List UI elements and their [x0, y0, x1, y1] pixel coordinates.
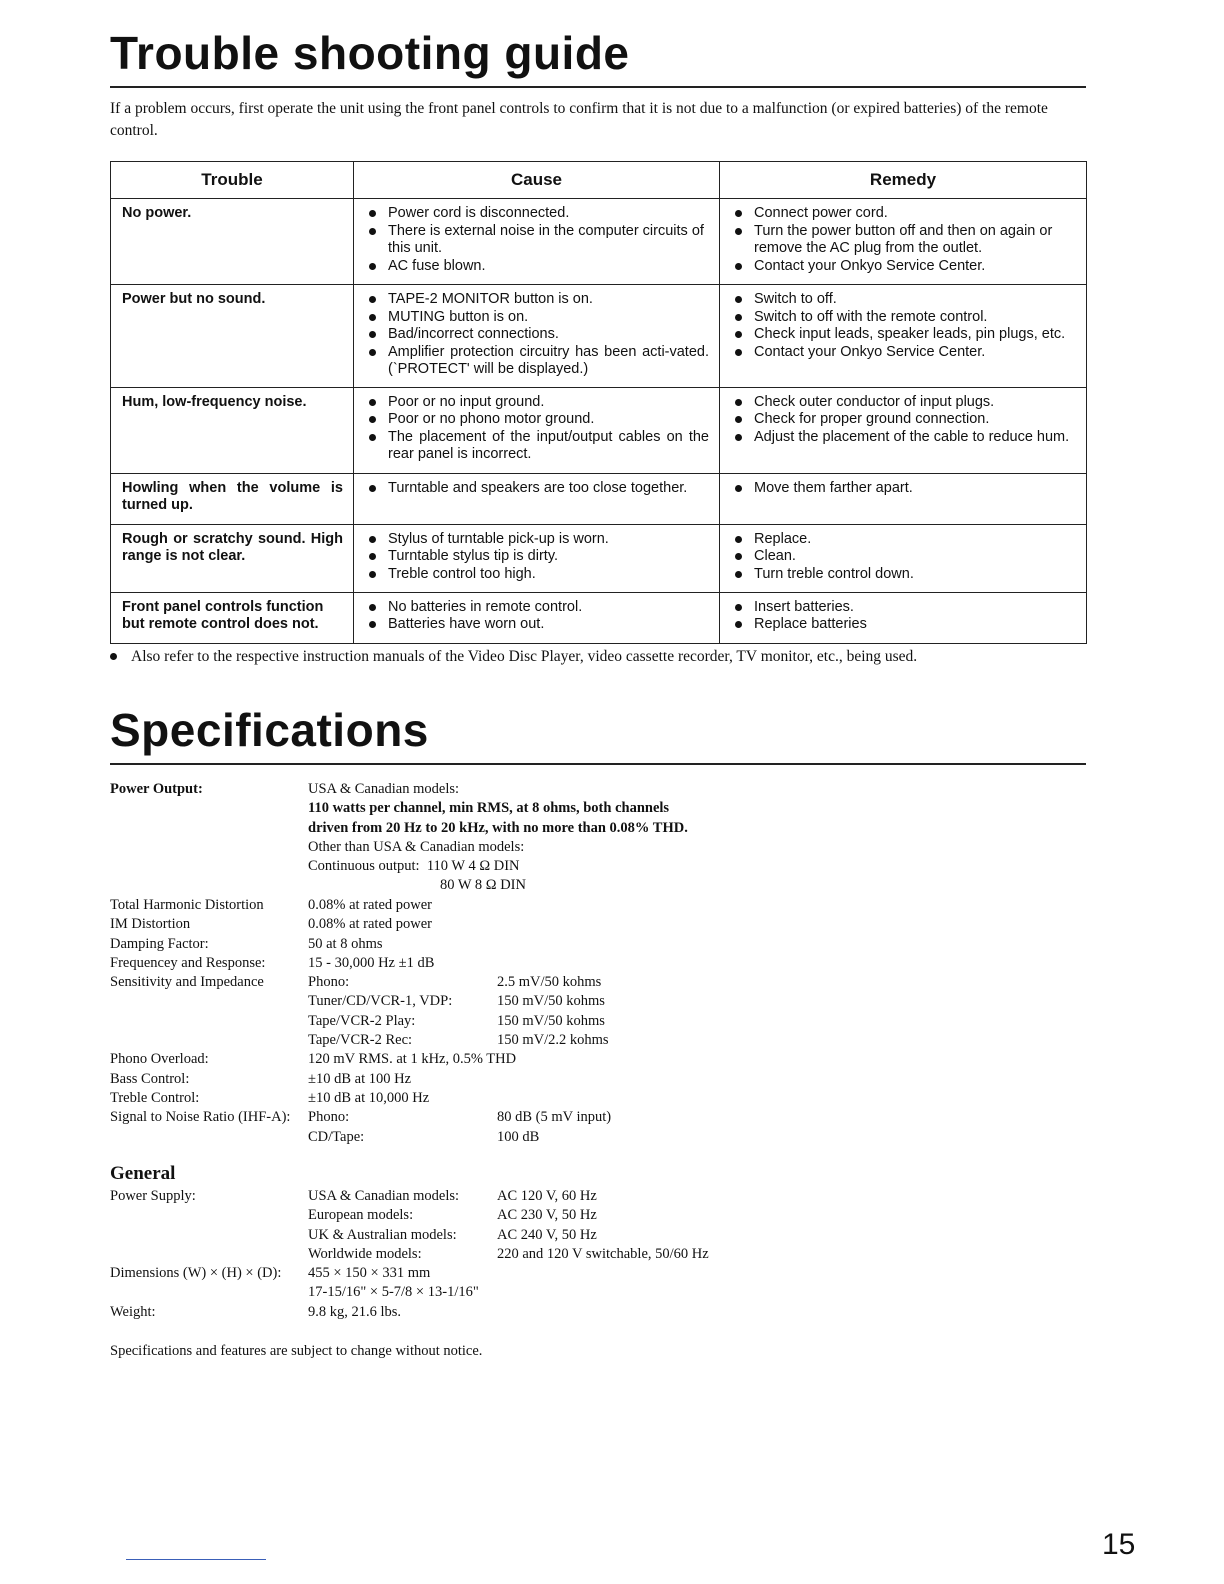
bullet-icon: [110, 653, 117, 660]
list-item: Insert batteries.: [730, 599, 1076, 617]
spec-value: Continuous output: 110 W 4 Ω DIN: [308, 858, 520, 875]
cause-cell: [354, 387, 720, 473]
list-item: Check input leads, speaker leads, pin plugs, etc.: [730, 326, 1076, 344]
spec-value: 15 - 30,000 Hz ±1 dB: [308, 954, 435, 971]
spec-value: 80 dB (5 mV input): [497, 1109, 612, 1126]
spec-value: Phono:: [308, 974, 350, 991]
table-header-row: [111, 162, 1087, 199]
list-item: Bad/incorrect connections.: [364, 326, 709, 344]
table-row: [111, 473, 1087, 524]
list-item: Poor or no input ground.: [364, 394, 709, 412]
power-output-values: [308, 780, 688, 896]
power-output-label: Power Output:: [110, 781, 203, 797]
list-item: Batteries have worn out.: [364, 616, 709, 634]
spec-label: Signal to Noise Ratio (IHF-A):: [110, 1109, 291, 1126]
table-row: [111, 524, 1087, 592]
specifications-footnote: Specifications and features are subject to change without notice.: [110, 1343, 483, 1359]
list-item: Treble control too high.: [364, 566, 709, 584]
cause-cell: [354, 524, 720, 592]
table-row: [111, 592, 1087, 643]
list-item: Turntable and speakers are too close together.: [364, 480, 709, 498]
list-item: Turn the power button off and then on again or remove the AC plug from the outlet.: [730, 223, 1076, 258]
list-item: Clean.: [730, 548, 1076, 566]
cause-cell: [354, 592, 720, 643]
general-values: [308, 1187, 479, 1322]
spec-value: 2.5 mV/50 kohms: [497, 974, 602, 991]
specifications-title: Specifications: [110, 704, 429, 756]
list-item: TAPE-2 MONITOR button is on.: [364, 291, 709, 309]
spec-label: Damping Factor:: [110, 935, 209, 952]
list-item: Contact your Onkyo Service Center.: [730, 344, 1076, 362]
trouble-cell: Power but no sound.: [111, 285, 354, 388]
page-number: 15: [1102, 1528, 1136, 1561]
trouble-cell: No power.: [111, 199, 354, 285]
column-header-cause: Cause: [354, 162, 720, 199]
remedy-cell: [720, 387, 1087, 473]
table-row: [111, 199, 1087, 285]
spec-value: 0.08% at rated power: [308, 916, 433, 933]
spec-value: 9.8 kg, 21.6 lbs.: [308, 1303, 402, 1320]
spec-label: Sensitivity and Impedance: [110, 974, 264, 991]
troubleshooting-title: Trouble shooting guide: [110, 27, 630, 79]
list-item: Turntable stylus tip is dirty.: [364, 548, 709, 566]
specifications-rule: [110, 763, 1086, 765]
spec-value: AC 240 V, 50 Hz: [497, 1226, 597, 1243]
spec-value: 17-15/16" × 5-7/8 × 13-1/16": [308, 1284, 479, 1301]
sensitivity-values: [497, 973, 609, 1050]
remedy-cell: [720, 199, 1087, 285]
spec-value: Tape/VCR-2 Play:: [308, 1012, 416, 1029]
list-item: MUTING button is on.: [364, 309, 709, 327]
note-text: Also refer to the respective instruction manuals of the Video Disc Player, video cassette recorder, TV monitor, etc., being used.: [131, 648, 918, 665]
remedy-cell: [720, 473, 1087, 524]
spec-label: Phono Overload:: [110, 1051, 209, 1068]
spec-label: Dimensions (W) × (H) × (D):: [110, 1265, 282, 1282]
list-item: AC fuse blown.: [364, 258, 709, 276]
trouble-cell: Front panel controls function but remote control does not.: [111, 592, 354, 643]
list-item: Connect power cord.: [730, 205, 1076, 223]
cause-cell: [354, 285, 720, 388]
spec-value: 220 and 120 V switchable, 50/60 Hz: [497, 1245, 709, 1262]
spec-value: 80 W 8 Ω DIN: [440, 877, 526, 894]
spec-label: Frequencey and Response:: [110, 954, 266, 971]
spec-value: Tape/VCR-2 Rec:: [308, 1032, 413, 1049]
spec-value: Tuner/CD/VCR-1, VDP:: [308, 993, 453, 1010]
spec-value: Worldwide models:: [308, 1245, 422, 1262]
spec-value: USA & Canadian models:: [308, 781, 460, 797]
list-item: Poor or no phono motor ground.: [364, 411, 709, 429]
spec-value: 0.08% at rated power: [308, 897, 433, 913]
remedy-cell: [720, 592, 1087, 643]
troubleshooting-intro: If a problem occurs, first operate the unit using the front panel controls to confirm that it is not due to a malfunction (or expired batteries) of the remote control.: [110, 100, 1048, 139]
list-item: Check outer conductor of input plugs.: [730, 394, 1076, 412]
table-row: [111, 387, 1087, 473]
spec-value: ±10 dB at 100 Hz: [308, 1070, 412, 1087]
list-item: Amplifier protection circuitry has been acti-vated. (`PROTECT' will be displayed.): [364, 344, 709, 379]
troubleshooting-note: [110, 648, 1100, 666]
column-header-remedy: Remedy: [720, 162, 1087, 199]
spec-label: IM Distortion: [110, 916, 191, 933]
general-labels: [110, 1187, 281, 1322]
trouble-cell: Rough or scratchy sound. High range is not clear.: [111, 524, 354, 592]
spec-labels: [110, 896, 290, 1128]
spec-value: 100 dB: [497, 1128, 540, 1145]
list-item: Check for proper ground connection.: [730, 411, 1076, 429]
spec-label: Treble Control:: [110, 1089, 200, 1106]
spec-value: Phono:: [308, 1109, 350, 1126]
trouble-cell: Hum, low-frequency noise.: [111, 387, 354, 473]
list-item: Move them farther apart.: [730, 480, 1076, 498]
list-item: There is external noise in the computer circuits of this unit.: [364, 223, 709, 258]
spec-value: driven from 20 Hz to 20 kHz, with no more than 0.08% THD.: [308, 819, 688, 836]
spec-value: 150 mV/50 kohms: [497, 1012, 605, 1029]
list-item: Switch to off with the remote control.: [730, 309, 1076, 327]
spec-value: ±10 dB at 10,000 Hz: [308, 1089, 430, 1106]
spec-value: UK & Australian models:: [308, 1226, 457, 1243]
spec-value: 50 at 8 ohms: [308, 935, 383, 952]
spec-value: AC 230 V, 50 Hz: [497, 1207, 597, 1224]
remedy-cell: [720, 285, 1087, 388]
spec-value: CD/Tape:: [308, 1128, 365, 1145]
snr-values: [497, 1108, 611, 1147]
spec-value: 150 mV/2.2 kohms: [497, 1032, 609, 1049]
spec-label: Power Supply:: [110, 1188, 196, 1204]
list-item: Replace batteries: [730, 616, 1076, 634]
list-item: Stylus of turntable pick-up is worn.: [364, 531, 709, 549]
general-heading: General: [110, 1163, 176, 1184]
list-item: The placement of the input/output cables on the rear panel is incorrect.: [364, 429, 709, 464]
spec-value: 120 mV RMS. at 1 kHz, 0.5% THD: [308, 1051, 517, 1068]
troubleshooting-table: [110, 161, 1087, 644]
list-item: Contact your Onkyo Service Center.: [730, 258, 1076, 276]
spec-value: 150 mV/50 kohms: [497, 993, 605, 1010]
list-item: Adjust the placement of the cable to reduce hum.: [730, 429, 1076, 447]
spec-value: 110 watts per channel, min RMS, at 8 ohms, both channels: [308, 800, 670, 817]
list-item: No batteries in remote control.: [364, 599, 709, 617]
column-header-trouble: Trouble: [111, 162, 354, 199]
spec-value: 455 × 150 × 331 mm: [308, 1265, 431, 1282]
spec-label: Total Harmonic Distortion: [110, 897, 264, 913]
spec-values: [308, 896, 516, 1147]
footer-rule: [126, 1559, 266, 1560]
spec-value: AC 120 V, 60 Hz: [497, 1188, 597, 1204]
list-item: Replace.: [730, 531, 1076, 549]
spec-label: Weight:: [110, 1303, 156, 1320]
list-item: Power cord is disconnected.: [364, 205, 709, 223]
cause-cell: [354, 473, 720, 524]
title-rule: [110, 86, 1086, 88]
remedy-cell: [720, 524, 1087, 592]
list-item: Switch to off.: [730, 291, 1076, 309]
table-row: [111, 285, 1087, 388]
power-supply-values: [497, 1187, 709, 1264]
spec-value: Other than USA & Canadian models:: [308, 838, 525, 855]
cause-cell: [354, 199, 720, 285]
spec-value: European models:: [308, 1207, 414, 1224]
spec-label: Bass Control:: [110, 1070, 190, 1087]
spec-value: USA & Canadian models:: [308, 1188, 460, 1204]
list-item: Turn treble control down.: [730, 566, 1076, 584]
trouble-cell: Howling when the volume is turned up.: [111, 473, 354, 524]
